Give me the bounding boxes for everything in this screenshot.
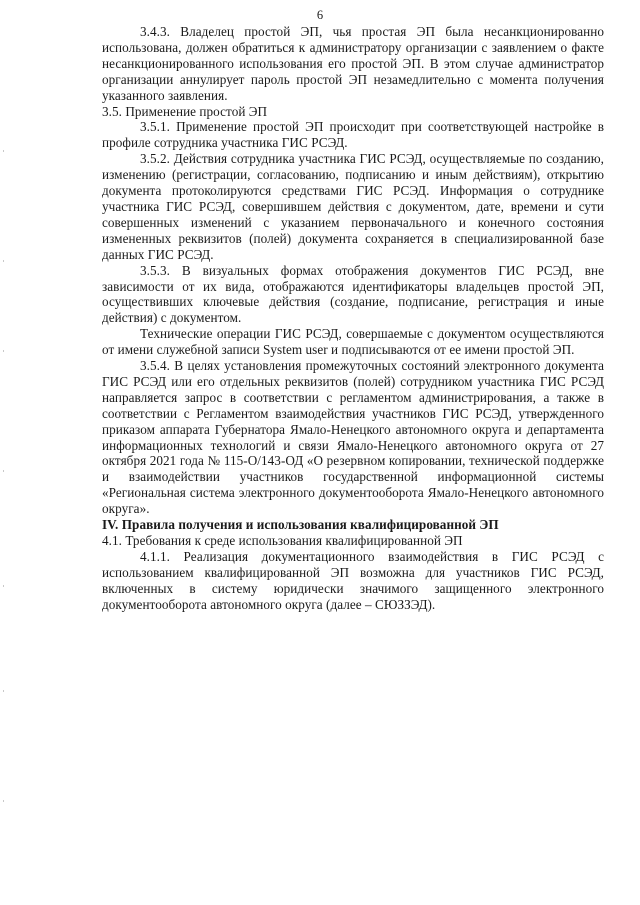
paragraph-3-4-3: 3.4.3. Владелец простой ЭП, чья простая ЭП была несанкционированно использована, должен обратиться к администратору организации с заявлением о факте несанкционированного использования его простой ЭП. В этом случае администратор организации аннулирует пароль простой ЭП незамедлительно с момента получения указанного заявления. (102, 24, 604, 103)
section-heading-4-1: 4.1. Требования к среде использования квалифицированной ЭП (102, 533, 463, 548)
chapter-heading-iv: IV. Правила получения и использования квалифицированной ЭП (102, 517, 499, 533)
section-heading-3-5: 3.5. Применение простой ЭП (102, 103, 268, 119)
paragraph-3-5-1: 3.5.1. Применение простой ЭП происходит при соответствующей настройке в профиле сотрудника участника ГИС РСЭД. (102, 119, 604, 151)
page-number: 6 (316, 8, 324, 22)
document-body (102, 24, 604, 613)
paragraph-3-5-4: 3.5.4. В целях установления промежуточных состояний электронного документа ГИС РСЭД или его отдельных реквизитов (полей) сотрудником участника ГИС РСЭД направляется запрос в соответствии с регламентом администрирования, а также в соответствии с Регламентом взаимодействия участников ГИС РСЭД, утвержденного приказом аппарата Губернатора Ямало-Ненецкого автономного округа и департамента информационных технологий и связи Ямало-Ненецкого автономного округа от 27 октября 2021 года № 115-О/143-ОД «О резервном копировании, технической поддержке и взаимодействии участников государственной информационной системы «Региональная система электронного документооборота Ямало-Ненецкого автономного округа». (102, 358, 604, 517)
binding-margin-marks (0, 0, 8, 905)
paragraph-4-1-1: 4.1.1. Реализация документационного взаимодействия в ГИС РСЭД с использованием квалифицированной ЭП возможна для участников ГИС РСЭД, включенных в систему юридически значимого защищенного электронного документооборота автономного округа (далее – СЮЗЗЭД). (102, 548, 604, 612)
paragraph-3-5-2: 3.5.2. Действия сотрудника участника ГИС РСЭД, осуществляемые по созданию, изменению (регистрации, согласованию, подписанию и иным действиям), открытию документа протоколируются средствами ГИС РСЭД. Информация о сотруднике участника ГИС РСЭД, совершившем действия с документом, дате, времени и сути совершенных изменений с указанием первоначального и конечного состояния измененных реквизитов (полей) документа сохраняется в специализированной базе данных ГИС РСЭД. (102, 151, 604, 262)
paragraph-technical-operations: Технические операции ГИС РСЭД, совершаемые с документом осуществляются от имени служебной записи System user и подписываются от ее имени простой ЭП. (102, 326, 604, 358)
paragraph-3-5-3: 3.5.3. В визуальных формах отображения документов ГИС РСЭД, вне зависимости от их вида, отображаются идентификаторы владельцев простой ЭП, осуществивших ключевые действия (создание, подписание, регистрация и иные действия) с документом. (102, 262, 604, 326)
